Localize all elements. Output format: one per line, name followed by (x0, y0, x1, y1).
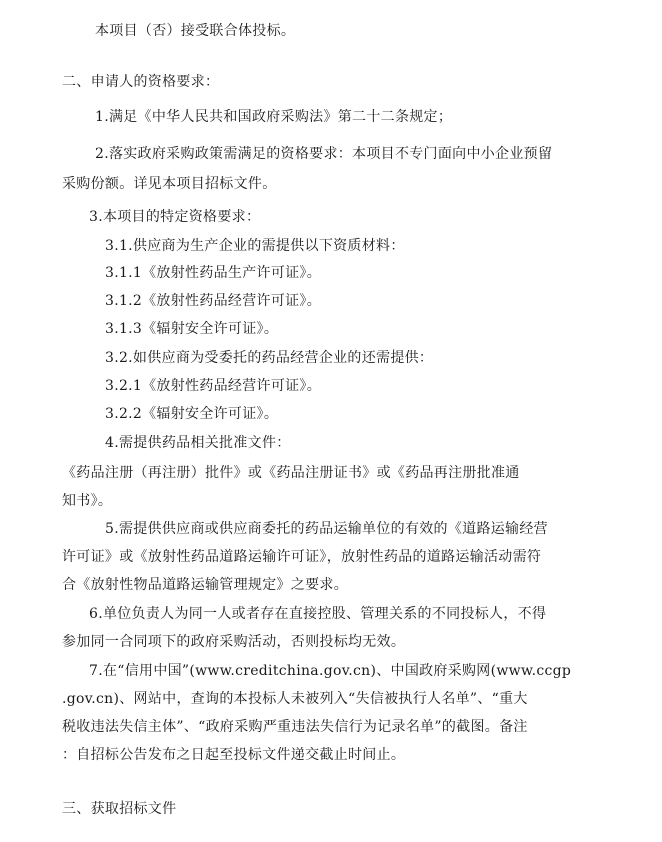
requirement-3-2: 3.2.如供应商为受委托的药品经营企业的还需提供： (105, 350, 434, 366)
requirement-7-line-1: 7.在“信用中国”(www.creditchina.gov.cn)、中国政府采购网(www.ccgp (89, 663, 572, 679)
requirement-2-line-1: 2.落实政府采购政策需满足的资格要求：本项目不专门面向中小企业预留 (95, 146, 553, 162)
requirement-3-2-2: 3.2.2《辐射安全许可证》。 (105, 406, 279, 422)
requirement-7-line-2: .gov.cn)、网站中，查询的本投标人未被列入“失信被执行人名单”、“重大 (62, 691, 528, 707)
requirement-5-line-3: 合《放射性物品道路运输管理规定》之要求。 (62, 577, 348, 593)
requirement-4-line-2: 知书》。 (62, 493, 113, 509)
requirement-3: 3.本项目的特定资格要求： (89, 209, 261, 225)
requirement-7-line-4: ：自招标公告发布之日起至投标文件递交截止时间止。 (62, 747, 406, 763)
requirement-3-1-3: 3.1.3《辐射安全许可证》。 (105, 321, 279, 337)
requirement-3-1-2: 3.1.2《放射性药品经营许可证》。 (105, 293, 322, 309)
requirement-1: 1.满足《中华人民共和国政府采购法》第二十二条规定； (95, 109, 453, 125)
requirement-5-line-1: 5.需提供供应商或供应商委托的药品运输单位的有效的《道路运输经营 (105, 521, 548, 537)
requirement-3-2-1: 3.2.1《放射性药品经营许可证》。 (105, 378, 322, 394)
section-2-heading: 二、申请人的资格要求： (62, 74, 220, 90)
requirement-7-line-3: 税收违法失信主体”、“政府采购严重违法失信行为记录名单”的截图。备注 (62, 719, 528, 735)
requirement-3-1-1: 3.1.1《放射性药品生产许可证》。 (105, 265, 322, 281)
requirement-2-line-2: 采购份额。详见本项目招标文件。 (62, 176, 277, 192)
requirement-4: 4.需提供药品相关批准文件： (105, 435, 291, 451)
requirement-6-line-2: 参加同一合同项下的政府采购活动，否则投标均无效。 (62, 634, 406, 650)
consortium-statement: 本项目（否）接受联合体投标。 (95, 23, 296, 39)
requirement-5-line-2: 许可证》或《放射性药品道路运输许可证》，放射性药品的道路运输活动需符 (62, 549, 542, 565)
section-3-heading: 三、获取招标文件 (62, 801, 177, 817)
requirement-4-line-1: 《药品注册（再注册）批件》或《药品注册证书》或《药品再注册批准通 (62, 465, 520, 481)
requirement-6-line-1: 6.单位负责人为同一人或者存在直接控股、管理关系的不同投标人，不得 (89, 606, 547, 622)
requirement-3-1: 3.1.供应商为生产企业的需提供以下资质材料： (105, 238, 405, 254)
